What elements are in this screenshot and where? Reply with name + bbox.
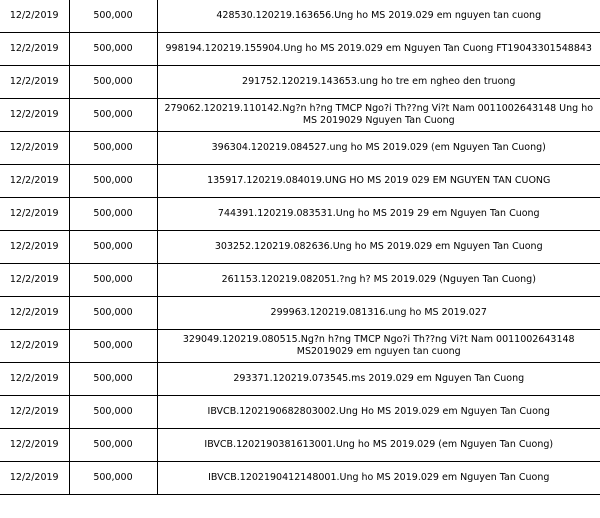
description-cell: IBVCB.1202190381613001.Ung ho MS 2019.029 (em Nguyen Tan Cuong) [157, 429, 600, 462]
date-cell: 12/2/2019 [0, 297, 69, 330]
date-cell: 12/2/2019 [0, 429, 69, 462]
amount-cell: 500,000 [69, 396, 157, 429]
description-cell: 428530.120219.163656.Ung ho MS 2019.029 em nguyen tan cuong [157, 0, 600, 33]
table-row [0, 66, 600, 99]
table-row [0, 330, 600, 363]
date-cell: 12/2/2019 [0, 33, 69, 66]
amount-cell: 500,000 [69, 198, 157, 231]
date-cell: 12/2/2019 [0, 462, 69, 495]
description-cell: 329049.120219.080515.Ng?n h?ng TMCP Ngo?i Th??ng Vi?t Nam 0011002643148 MS2019029 em nguyen tan cuong [157, 330, 600, 363]
date-cell: 12/2/2019 [0, 330, 69, 363]
amount-cell: 500,000 [69, 297, 157, 330]
description-cell: 291752.120219.143653.ung ho tre em ngheo den truong [157, 66, 600, 99]
table-row [0, 363, 600, 396]
table-row [0, 429, 600, 462]
description-cell: 293371.120219.073545.ms 2019.029 em Nguyen Tan Cuong [157, 363, 600, 396]
description-cell: 299963.120219.081316.ung ho MS 2019.027 [157, 297, 600, 330]
date-cell: 12/2/2019 [0, 363, 69, 396]
description-cell: 135917.120219.084019.UNG HO MS 2019 029 EM NGUYEN TAN CUONG [157, 165, 600, 198]
amount-cell: 500,000 [69, 231, 157, 264]
date-cell: 12/2/2019 [0, 132, 69, 165]
description-cell: 261153.120219.082051.?ng h? MS 2019.029 (Nguyen Tan Cuong) [157, 264, 600, 297]
description-cell: IBVCB.1202190412148001.Ung ho MS 2019.029 em Nguyen Tan Cuong [157, 462, 600, 495]
table-row [0, 297, 600, 330]
amount-cell: 500,000 [69, 0, 157, 33]
description-cell: 396304.120219.084527.ung ho MS 2019.029 (em Nguyen Tan Cuong) [157, 132, 600, 165]
table-row [0, 264, 600, 297]
date-cell: 12/2/2019 [0, 231, 69, 264]
amount-cell: 500,000 [69, 462, 157, 495]
table-row [0, 33, 600, 66]
description-cell: 279062.120219.110142.Ng?n h?ng TMCP Ngo?i Th??ng Vi?t Nam 0011002643148 Ung ho MS 2019029 Nguyen Tan Cuong [157, 99, 600, 132]
date-cell: 12/2/2019 [0, 165, 69, 198]
amount-cell: 500,000 [69, 66, 157, 99]
amount-cell: 500,000 [69, 33, 157, 66]
table-row [0, 99, 600, 132]
amount-cell: 500,000 [69, 330, 157, 363]
date-cell: 12/2/2019 [0, 396, 69, 429]
table-row [0, 132, 600, 165]
date-cell: 12/2/2019 [0, 198, 69, 231]
table-row [0, 165, 600, 198]
amount-cell: 500,000 [69, 165, 157, 198]
description-cell: 303252.120219.082636.Ung ho MS 2019.029 em Nguyen Tan Cuong [157, 231, 600, 264]
table-row [0, 231, 600, 264]
date-cell: 12/2/2019 [0, 99, 69, 132]
date-cell: 12/2/2019 [0, 66, 69, 99]
amount-cell: 500,000 [69, 264, 157, 297]
date-cell: 12/2/2019 [0, 264, 69, 297]
description-cell: 744391.120219.083531.Ung ho MS 2019 29 em Nguyen Tan Cuong [157, 198, 600, 231]
amount-cell: 500,000 [69, 363, 157, 396]
description-cell: IBVCB.1202190682803002.Ung Ho MS 2019.029 em Nguyen Tan Cuong [157, 396, 600, 429]
amount-cell: 500,000 [69, 132, 157, 165]
amount-cell: 500,000 [69, 99, 157, 132]
table-row [0, 0, 600, 33]
table-row [0, 396, 600, 429]
date-cell: 12/2/2019 [0, 0, 69, 33]
amount-cell: 500,000 [69, 429, 157, 462]
description-cell: 998194.120219.155904.Ung ho MS 2019.029 em Nguyen Tan Cuong FT19043301548843 [157, 33, 600, 66]
table-row [0, 462, 600, 495]
table-row [0, 198, 600, 231]
